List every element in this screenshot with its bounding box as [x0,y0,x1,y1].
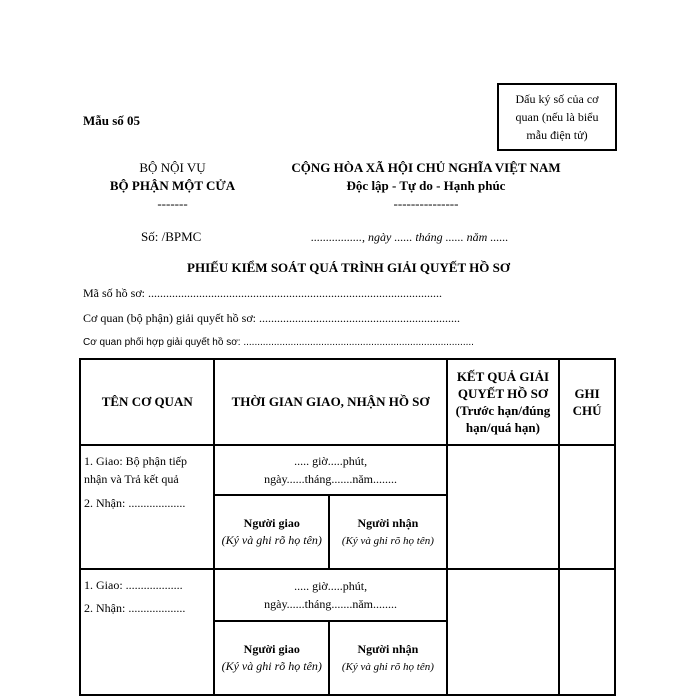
giver-cell[interactable] [214,621,329,695]
receiver-note: (Ký và ghi rõ họ tên) [341,535,434,547]
receiver-cell[interactable] [329,621,447,695]
header-result-line: KẾT QUẢ GIẢI [456,369,550,384]
agency-cell [80,445,214,569]
time-cell [214,445,446,495]
header-note-line: GHI [574,386,600,401]
document-number: Số: /BPMC [141,229,202,244]
control-table [79,358,616,696]
time-line: ..... giờ.....phút, [294,454,368,468]
header-note-line: CHÚ [572,403,602,418]
right-header [268,159,584,213]
table-header-row [80,359,615,445]
header-note [559,359,615,445]
header-time: THỜI GIAN GIAO, NHẬN HỒ SƠ [214,359,446,445]
receiver-cell[interactable] [329,495,447,569]
giver-cell[interactable] [214,495,329,569]
header-agency: TÊN CƠ QUAN [80,359,214,445]
field-coordinating-agency: Cơ quan phối hợp giải quyết hồ sơ: ................................................................................... [83,337,474,348]
agency-cell [80,569,214,695]
header-result-line: hạn/quá hạn) [465,420,540,435]
receive-line: 2. Nhận: ................... [84,601,186,615]
note-cell[interactable] [559,569,615,695]
left-header [80,159,265,213]
field-file-code: Mã số hồ sơ: .................................................................................................. [83,286,443,300]
header-result [447,359,559,445]
receiver-note: (Ký và ghi rõ họ tên) [341,661,434,673]
header-rule: --------------- [393,196,459,211]
time-line: ..... giờ.....phút, [294,579,368,593]
date-line: ngày......tháng.......năm........ [264,597,397,611]
note-cell[interactable] [559,445,615,569]
form-code: Mẫu số 05 [83,113,141,128]
giver-label: Người giao [243,642,300,656]
stamp-line: mẫu điện tử) [526,128,588,142]
give-line: 1. Giao: ................... [84,578,183,592]
giver-label: Người giao [243,516,300,530]
give-line: 1. Giao: Bộ phận tiếp nhận và Trả kết quả [84,454,187,486]
stamp-line: Dấu ký số của cơ [515,92,599,106]
header-result-line: (Trước hạn/đúng [455,403,551,418]
receiver-label: Người nhận [357,516,419,530]
unit-name: BỘ PHẬN MỘT CỬA [109,178,236,193]
date-line: ................., ngày ...... tháng ...... năm ...... [311,230,509,244]
receiver-label: Người nhận [357,642,419,656]
stamp-line: quan (nếu là biểu [515,110,599,124]
nation-name: CỘNG HÒA XÃ HỘI CHỦ NGHĨA VIỆT NAM [291,160,561,175]
digital-signature-box [497,83,617,151]
result-cell[interactable] [447,445,559,569]
field-handling-agency: Cơ quan (bộ phận) giải quyết hồ sơ: ................................................................... [83,311,460,325]
giver-note: (Ký và ghi rõ họ tên) [221,659,322,673]
receive-line: 2. Nhận: ................... [84,496,186,510]
document-title: PHIẾU KIỂM SOÁT QUÁ TRÌNH GIẢI QUYẾT HỒ SƠ [187,260,510,275]
table-row [80,569,615,621]
ministry-name: BỘ NỘI VỤ [139,160,206,175]
giver-note: (Ký và ghi rõ họ tên) [221,533,322,547]
result-cell[interactable] [447,569,559,695]
table-row [80,445,615,495]
date-line: ngày......tháng.......năm........ [264,472,397,486]
motto: Độc lập - Tự do - Hạnh phúc [346,178,506,193]
header-rule: ------- [157,196,188,211]
time-cell [214,569,446,621]
header-result-line: QUYẾT HỒ SƠ [457,386,548,401]
